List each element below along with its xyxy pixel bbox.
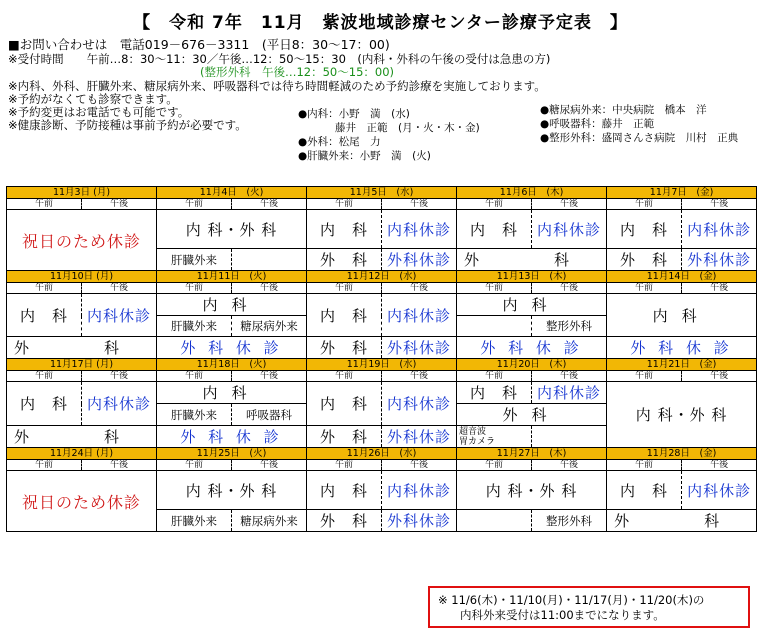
schedule-cell: 糖尿病外来 <box>232 316 307 337</box>
schedule-cell: 内科休診 <box>82 382 157 426</box>
pm-label: 午後 <box>82 371 157 382</box>
schedule-cell: 内科休診 <box>382 210 457 249</box>
schedule-cell: 外 科 休 診 <box>157 337 307 359</box>
reception-hours: ※受付時間 午前…8：30～11：30／午後…12：50～15：30 (内科・外科の午後の受付は急患の方) <box>8 52 551 66</box>
staff-tonyo: ●糖尿病外来：中央病院 橋本 洋 <box>540 104 707 116</box>
schedule-cell: 外科休診 <box>382 510 457 532</box>
schedule-cell: 整形外科 <box>532 316 607 337</box>
pm-label: 午後 <box>682 283 757 294</box>
staff-kokyuki: ●呼吸器科：藤井 正範 <box>540 118 655 130</box>
notice-line: ※内科、外科、肝臓外来、糖尿病外来、呼吸器科では待ち時間軽減のため予約診療を実施しております。 <box>8 79 546 93</box>
date-header: 11月26日 (水) <box>307 448 457 460</box>
ikamera-label: 胃カメラ <box>459 436 496 447</box>
date-header: 11月11日 (火) <box>157 271 307 283</box>
schedule-cell: 内科休診 <box>532 210 607 249</box>
schedule-cell: 外 科 <box>607 249 682 271</box>
schedule-cell <box>532 426 607 448</box>
holiday-cell: 祝日のため休診 <box>7 471 157 532</box>
schedule-cell <box>232 249 307 271</box>
pm-label: 午後 <box>82 199 157 210</box>
pm-label: 午後 <box>382 283 457 294</box>
notice-line-2: 内科外来受付は11:00までになります。 <box>460 608 665 622</box>
schedule-cell: 外 科 <box>7 337 157 359</box>
date-header: 11月13日 (木) <box>457 271 607 283</box>
am-label: 午前 <box>307 199 382 210</box>
staff-geka: ●外科：松尾 力 <box>298 136 381 148</box>
pm-label: 午後 <box>382 199 457 210</box>
pm-label: 午後 <box>532 371 607 382</box>
schedule-cell: 内科休診 <box>682 471 757 510</box>
schedule-cell: 外科休診 <box>382 426 457 448</box>
schedule-cell: 内 科 <box>457 210 532 249</box>
date-header: 11月12日 (水) <box>307 271 457 283</box>
am-label: 午前 <box>7 283 82 294</box>
date-header: 11月20日 (木) <box>457 359 607 371</box>
schedule-table <box>6 186 757 532</box>
pm-label: 午後 <box>382 371 457 382</box>
schedule-cell: 内 科・外 科 <box>607 382 757 448</box>
schedule-cell: 肝臓外来 <box>157 316 232 337</box>
schedule-cell: 内科休診 <box>682 210 757 249</box>
am-label: 午前 <box>457 283 532 294</box>
am-label: 午前 <box>607 371 682 382</box>
date-header: 11月18日 (火) <box>157 359 307 371</box>
am-label: 午前 <box>307 460 382 471</box>
pm-label: 午後 <box>682 460 757 471</box>
am-label: 午前 <box>607 460 682 471</box>
date-header: 11月7日 (金) <box>607 187 757 199</box>
date-header: 11月10日 (月) <box>7 271 157 283</box>
schedule-cell: 内科 <box>607 294 757 337</box>
am-label: 午前 <box>157 283 232 294</box>
schedule-cell: 内 科・外 科 <box>157 210 307 249</box>
staff-naika: ●内科：小野 満 (水) <box>298 108 410 120</box>
date-header: 11月21日 (金) <box>607 359 757 371</box>
schedule-cell: 外 科 <box>607 510 757 532</box>
schedule-cell: 内 科 <box>307 471 382 510</box>
schedule-cell: 内 科 <box>307 382 382 426</box>
am-label: 午前 <box>307 371 382 382</box>
schedule-cell: 肝臓外来 <box>157 249 232 271</box>
am-label: 午前 <box>157 460 232 471</box>
schedule-cell: 内科 <box>157 382 307 404</box>
schedule-cell: 外 科 <box>457 249 607 271</box>
page-title: 【 令和 7年 11月 紫波地域診療センター診療予定表 】 <box>133 13 628 33</box>
date-header: 11月4日 (火) <box>157 187 307 199</box>
pm-label: 午後 <box>232 460 307 471</box>
schedule-cell: 外科休診 <box>382 249 457 271</box>
schedule-cell: 糖尿病外来 <box>232 510 307 532</box>
am-label: 午前 <box>7 460 82 471</box>
am-label: 午前 <box>607 199 682 210</box>
pm-label: 午後 <box>682 199 757 210</box>
schedule-cell: 内 科 <box>307 294 382 337</box>
date-header: 11月6日 (木) <box>457 187 607 199</box>
am-label: 午前 <box>7 371 82 382</box>
schedule-cell: 肝臓外来 <box>157 510 232 532</box>
choonpa-label: 超音波 <box>459 426 487 437</box>
notice-line-1: ※ 11/6(木)・11/10(月)・11/17(月)・11/20(木)の <box>438 593 705 607</box>
schedule-cell: 外科休診 <box>682 249 757 271</box>
pm-label: 午後 <box>82 283 157 294</box>
am-label: 午前 <box>157 199 232 210</box>
schedule-cell: 内科休診 <box>532 382 607 404</box>
pm-label: 午後 <box>232 283 307 294</box>
date-header: 11月27日 (木) <box>457 448 607 460</box>
notice-line: ※予約変更はお電話でも可能です。 <box>8 105 190 119</box>
am-label: 午前 <box>607 283 682 294</box>
notice-line: ※健康診断、予防接種は事前予約が必要です。 <box>8 118 247 132</box>
reception-hours-ortho: (整形外科 午後…12：50～15：00) <box>200 65 395 79</box>
date-header: 11月24日 (月) <box>7 448 157 460</box>
schedule-cell <box>457 316 532 337</box>
pm-label: 午後 <box>532 199 607 210</box>
schedule-cell: 内科休診 <box>82 294 157 337</box>
staff-naika-2: 藤井 正範 (月・火・木・金) <box>335 122 480 134</box>
pm-label: 午後 <box>682 371 757 382</box>
schedule-cell: 内科 <box>457 294 607 316</box>
pm-label: 午後 <box>532 283 607 294</box>
contact-info: ■お問い合わせは 電話019－676－3311 (平日8：30～17：00) <box>8 37 390 52</box>
date-header: 11月28日 (金) <box>607 448 757 460</box>
am-label: 午前 <box>457 371 532 382</box>
date-header: 11月19日 (水) <box>307 359 457 371</box>
schedule-cell: 内 科 <box>607 471 682 510</box>
pm-label: 午後 <box>232 199 307 210</box>
schedule-cell: 外 科 <box>7 426 157 448</box>
schedule-cell: 内 科 <box>7 382 82 426</box>
am-label: 午前 <box>457 199 532 210</box>
schedule-cell: 内科休診 <box>382 294 457 337</box>
staff-seikei: ●整形外科：盛岡さんさ病院 川村 正典 <box>540 132 739 144</box>
am-label: 午前 <box>7 199 82 210</box>
schedule-cell: 外科休診 <box>382 337 457 359</box>
schedule-cell <box>457 426 532 448</box>
am-label: 午前 <box>307 283 382 294</box>
pm-label: 午後 <box>532 460 607 471</box>
pm-label: 午後 <box>82 460 157 471</box>
pm-label: 午後 <box>382 460 457 471</box>
schedule-cell: 内科 <box>157 294 307 316</box>
schedule-cell: 内科休診 <box>382 471 457 510</box>
notice-box <box>428 586 750 628</box>
schedule-cell: 外科 <box>457 404 607 426</box>
pm-label: 午後 <box>232 371 307 382</box>
staff-kanzo: ●肝臓外来：小野 満 (火) <box>298 150 431 162</box>
schedule-cell: 呼吸器科 <box>232 404 307 426</box>
schedule-cell <box>457 510 532 532</box>
am-label: 午前 <box>157 371 232 382</box>
schedule-cell: 内 科・外 科 <box>157 471 307 510</box>
schedule-cell: 外 科 <box>307 510 382 532</box>
date-header: 11月25日 (火) <box>157 448 307 460</box>
schedule-cell: 内 科 <box>607 210 682 249</box>
notice-line: ※予約がなくても診察できます。 <box>8 92 178 106</box>
schedule-cell: 内 科 <box>457 382 532 404</box>
date-header: 11月5日 (水) <box>307 187 457 199</box>
schedule-cell: 内 科・外 科 <box>457 471 607 510</box>
schedule-cell: 外 科 <box>307 249 382 271</box>
holiday-cell: 祝日のため休診 <box>7 210 157 271</box>
schedule-cell: 内 科 <box>307 210 382 249</box>
date-header: 11月17日 (月) <box>7 359 157 371</box>
am-label: 午前 <box>457 460 532 471</box>
schedule-cell: 外 科 <box>307 426 382 448</box>
schedule-cell: 内 科 <box>7 294 82 337</box>
schedule-cell: 内科休診 <box>382 382 457 426</box>
schedule-cell: 外 科 休 診 <box>607 337 757 359</box>
schedule-cell: 外 科 休 診 <box>457 337 607 359</box>
schedule-cell: 外 科 <box>307 337 382 359</box>
schedule-cell: 肝臓外来 <box>157 404 232 426</box>
schedule-cell: 整形外科 <box>532 510 607 532</box>
date-header: 11月14日 (金) <box>607 271 757 283</box>
date-header: 11月3日 (月) <box>7 187 157 199</box>
schedule-cell: 外 科 休 診 <box>157 426 307 448</box>
